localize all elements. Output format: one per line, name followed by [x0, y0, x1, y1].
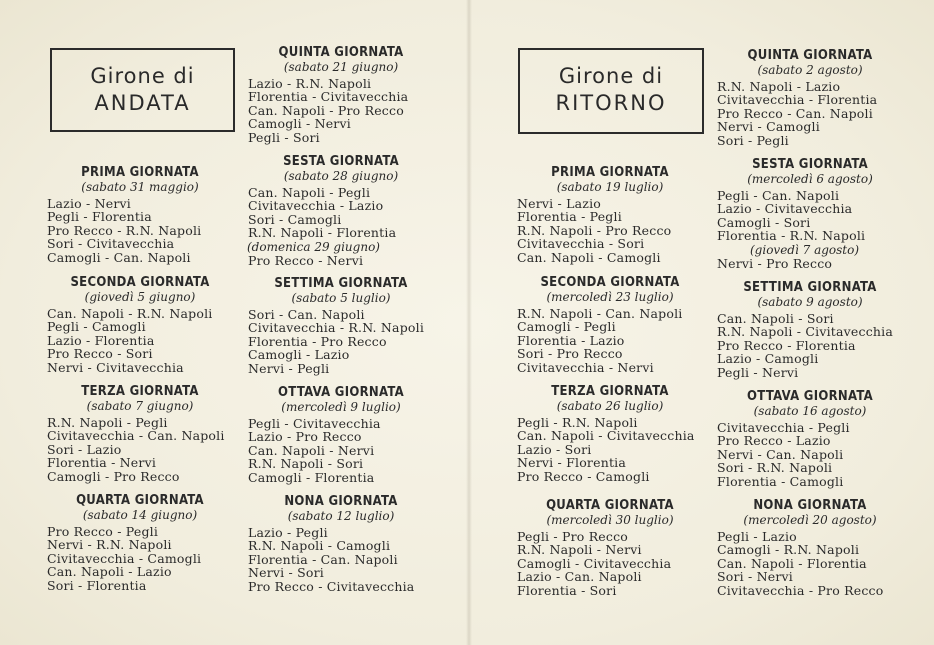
- match: Can. Napoli - Sori: [717, 311, 834, 326]
- match: Lazio - Pegli: [248, 525, 328, 540]
- giornata-title: PRIMA GIORNATA: [551, 165, 669, 180]
- giornata-title: QUINTA GIORNATA: [747, 48, 873, 63]
- match: Sori - Pro Recco: [517, 346, 623, 362]
- match: Nervi - Florentia: [517, 455, 627, 471]
- match: Sori - Can. Napoli: [248, 307, 365, 322]
- giornata-block: [710, 281, 910, 379]
- match: Pegli - R.N. Napoli: [517, 415, 638, 430]
- giornata-date: (sabato 9 agosto): [757, 295, 863, 309]
- match: Pro Recco - Sori: [47, 346, 153, 362]
- giornata-block: [40, 276, 240, 374]
- title-line1: Girone di: [558, 64, 664, 88]
- title-box-andata: [50, 48, 235, 132]
- giornata-title: OTTAVA GIORNATA: [278, 385, 404, 400]
- giornata-block: [241, 46, 441, 144]
- giornata-title: OTTAVA GIORNATA: [747, 389, 873, 404]
- giornata-block: [710, 499, 910, 597]
- match: Civitavecchia - Camogli: [47, 550, 202, 566]
- match: Can. Napoli - Camogli: [517, 249, 661, 265]
- match: Pegli - Sori: [248, 129, 320, 145]
- giornata-block: [510, 385, 710, 483]
- giornata-date: (sabato 14 giugno): [82, 508, 198, 522]
- title-box-ritorno: [518, 48, 704, 134]
- giornata-extra-date: (domenica 29 giugno): [247, 239, 380, 254]
- giornata-date: (sabato 5 luglio): [291, 291, 391, 305]
- giornata-title: NONA GIORNATA: [753, 498, 867, 513]
- match: Nervi - Lazio: [517, 196, 602, 211]
- match: Civitavecchia - Sori: [517, 236, 645, 252]
- giornata-date: (giovedì 5 giugno): [84, 290, 196, 304]
- match: Pegli - Nervi: [717, 364, 799, 380]
- match: Pro Recco - Camogli: [517, 468, 650, 484]
- match: Sori - Lazio: [47, 441, 122, 457]
- match: R.N. Napoli - Camogli: [248, 538, 391, 554]
- giornata-date: (sabato 2 agosto): [757, 63, 863, 77]
- match: Florentia - R.N. Napoli: [717, 228, 866, 244]
- giornata-title: QUARTA GIORNATA: [76, 493, 204, 508]
- giornata-date: (sabato 26 luglio): [556, 399, 664, 413]
- match: Civitavecchia - Can. Napoli: [47, 428, 225, 444]
- giornata-block: [40, 494, 240, 592]
- match: Camogli - Lazio: [248, 347, 350, 363]
- giornata-date: (mercoledì 23 luglio): [546, 290, 674, 304]
- match: Florentia - Sori: [517, 582, 617, 598]
- match: R.N. Napoli - Can. Napoli: [517, 306, 683, 321]
- match: Pro Recco - Civitavecchia: [248, 578, 415, 594]
- match: Sori - Nervi: [717, 569, 794, 585]
- match: Lazio - Can. Napoli: [517, 569, 642, 585]
- giornata-title: SETTIMA GIORNATA: [743, 280, 877, 295]
- match: Camogli - Can. Napoli: [47, 249, 191, 265]
- giornata-block: [241, 277, 441, 375]
- match: Lazio - Nervi: [47, 196, 132, 211]
- giornata-title: SECONDA GIORNATA: [540, 275, 680, 290]
- giornata-date: (sabato 19 luglio): [556, 180, 664, 194]
- giornata-block: [510, 276, 710, 374]
- match: Can. Napoli - R.N. Napoli: [47, 306, 213, 321]
- match: Florentia - Can. Napoli: [248, 551, 398, 567]
- match: Nervi - Sori: [248, 565, 325, 581]
- match: Camogli - Florentia: [248, 469, 375, 485]
- giornata-title: TERZA GIORNATA: [81, 384, 199, 399]
- match: Sori - R.N. Napoli: [717, 460, 833, 476]
- match: Nervi - Pro Recco: [717, 255, 833, 271]
- title-line1: Girone di: [90, 64, 195, 88]
- match: Nervi - Camogli: [717, 119, 820, 135]
- match: Lazio - Florentia: [47, 332, 155, 348]
- giornata-title: QUINTA GIORNATA: [278, 45, 404, 60]
- giornata-block: [241, 386, 441, 484]
- giornata-block: [510, 166, 710, 264]
- match: Florentia - Pegli: [517, 209, 622, 225]
- match: Pro Recco - Pegli: [47, 524, 159, 539]
- giornata-block: [710, 390, 910, 488]
- match: Pegli - Lazio: [717, 529, 797, 544]
- match: Pro Recco - Florentia: [717, 337, 856, 353]
- match: Camogli - Pegli: [517, 319, 616, 335]
- giornata-date: (sabato 16 agosto): [753, 404, 867, 418]
- title-line2: RITORNO: [555, 91, 667, 115]
- match: Pro Recco - Lazio: [717, 433, 831, 449]
- match: Florentia - Camogli: [717, 473, 844, 489]
- match: Sori - Camogli: [248, 211, 342, 227]
- match: Nervi - Can. Napoli: [717, 446, 844, 462]
- match: Can. Napoli - Lazio: [47, 564, 172, 580]
- match: Civitavecchia - R.N. Napoli: [248, 320, 425, 336]
- match: Pro Recco - R.N. Napoli: [47, 222, 202, 238]
- match: Can. Napoli - Civitavecchia: [517, 428, 695, 444]
- match: Lazio - Sori: [517, 441, 592, 457]
- match: R.N. Napoli - Florentia: [248, 225, 397, 241]
- giornata-date: (sabato 12 luglio): [287, 509, 395, 523]
- match: R.N. Napoli - Sori: [248, 456, 364, 472]
- giornata-extra-date: (giovedì 7 agosto): [750, 242, 860, 257]
- giornata-title: TERZA GIORNATA: [551, 384, 669, 399]
- giornata-block: [710, 158, 910, 270]
- match: Florentia - Pro Recco: [248, 333, 387, 349]
- match: Nervi - R.N. Napoli: [47, 537, 172, 553]
- match: Can. Napoli - Pro Recco: [248, 102, 404, 118]
- match: Can. Napoli - Nervi: [248, 442, 375, 458]
- match: R.N. Napoli - Lazio: [717, 79, 841, 94]
- title-line2: ANDATA: [94, 91, 191, 115]
- giornata-title: SESTA GIORNATA: [283, 154, 399, 169]
- match: Pegli - Camogli: [47, 319, 146, 335]
- match: Sori - Pegli: [717, 132, 789, 148]
- giornata-block: [40, 385, 240, 483]
- match: Florentia - Lazio: [517, 332, 625, 348]
- match: Civitavecchia - Pro Recco: [717, 582, 884, 598]
- giornata-block: [710, 49, 910, 147]
- giornata-title: PRIMA GIORNATA: [81, 165, 199, 180]
- match: Lazio - R.N. Napoli: [248, 76, 372, 91]
- match: Camogli - Civitavecchia: [517, 555, 672, 571]
- match: Civitavecchia - Florentia: [717, 92, 878, 108]
- match: Lazio - Pro Recco: [248, 429, 362, 445]
- giornata-date: (sabato 28 giugno): [283, 169, 399, 183]
- match: Can. Napoli - Florentia: [717, 555, 867, 571]
- giornata-title: SETTIMA GIORNATA: [274, 276, 408, 291]
- match: Camogli - R.N. Napoli: [717, 542, 860, 558]
- match: Sori - Civitavecchia: [47, 236, 175, 252]
- giornata-date: (sabato 31 maggio): [81, 180, 199, 194]
- giornata-title: SECONDA GIORNATA: [70, 275, 210, 290]
- match: Civitavecchia - Pegli: [717, 420, 850, 435]
- match: Pro Recco - Nervi: [248, 252, 364, 268]
- match: Pegli - Pro Recco: [517, 529, 629, 544]
- giornata-title: QUARTA GIORNATA: [546, 498, 674, 513]
- match: Pro Recco - Can. Napoli: [717, 105, 873, 121]
- match: Pegli - Civitavecchia: [248, 416, 381, 431]
- match: R.N. Napoli - Civitavecchia: [717, 324, 894, 340]
- giornata-date: (mercoledì 9 luglio): [281, 400, 401, 414]
- match: Civitavecchia - Lazio: [248, 198, 384, 214]
- giornata-block: [241, 155, 441, 267]
- match: R.N. Napoli - Nervi: [517, 542, 642, 558]
- giornata-date: (mercoledì 20 agosto): [743, 513, 877, 527]
- match: Sori - Florentia: [47, 577, 147, 593]
- match: Nervi - Civitavecchia: [47, 359, 184, 375]
- match: Camogli - Sori: [717, 214, 811, 230]
- match: Can. Napoli - Pegli: [248, 185, 371, 200]
- match: Camogli - Pro Recco: [47, 468, 180, 484]
- giornata-date: (mercoledì 6 agosto): [747, 172, 873, 186]
- giornata-date: (sabato 7 giugno): [86, 399, 194, 413]
- page-fold: [466, 0, 472, 645]
- giornata-block: [40, 166, 240, 264]
- giornata-block: [510, 499, 710, 597]
- match: Civitavecchia - Nervi: [517, 359, 654, 375]
- giornata-date: (sabato 21 giugno): [283, 60, 399, 74]
- giornata-title: NONA GIORNATA: [284, 494, 398, 509]
- giornata-date: (mercoledì 30 luglio): [546, 513, 674, 527]
- match: Florentia - Civitavecchia: [248, 89, 409, 105]
- match: Lazio - Camogli: [717, 351, 819, 367]
- match: Pegli - Can. Napoli: [717, 188, 840, 203]
- giornata-title: SESTA GIORNATA: [752, 157, 868, 172]
- match: Florentia - Nervi: [47, 455, 157, 471]
- giornata-block: [241, 495, 441, 593]
- match: Lazio - Civitavecchia: [717, 201, 853, 217]
- match: Camogli - Nervi: [248, 116, 351, 132]
- match: Pegli - Florentia: [47, 209, 152, 225]
- match: R.N. Napoli - Pegli: [47, 415, 168, 430]
- match: R.N. Napoli - Pro Recco: [517, 222, 672, 238]
- match: Nervi - Pegli: [248, 360, 330, 376]
